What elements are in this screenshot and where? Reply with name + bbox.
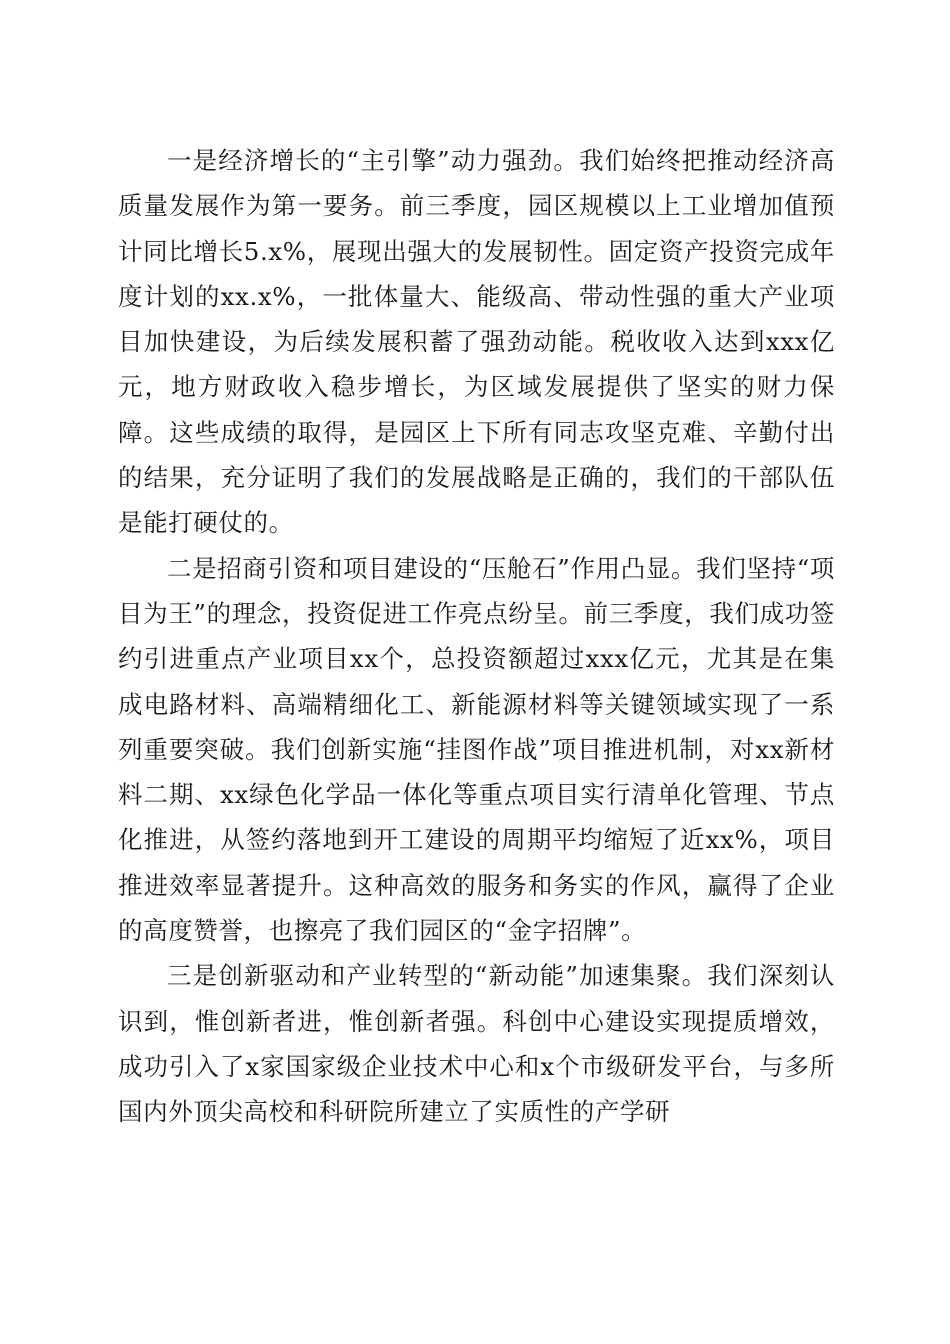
paragraph-1-lead: 一是经济增长的“主引擎”动力强劲。 bbox=[167, 146, 580, 175]
document-page bbox=[118, 138, 835, 1135]
paragraph-2 bbox=[118, 546, 835, 954]
paragraph-3 bbox=[118, 953, 835, 1134]
paragraph-2-body: 我们坚持“项目为王”的理念，投资促进工作亮点纷呈。前三季度，我们成功签约引进重点产业项目xx个，总投资额超过xxx亿元，尤其是在集成电路材料、高端精细化工、新能源材料等关键领域实现了一系列重要突破。我们创新实施“挂图作战”项目推进机制，对xx新材料二期、xx绿色化学品一体化等重点项目实行清单化管理、节点化推进，从签约落地到开工建设的周期平均缩短了近xx%，项目推进效率显著提升。这种高效的服务和务实的作风，赢得了企业的高度赞誉，也擦亮了我们园区的“金字招牌”。 bbox=[118, 553, 836, 946]
paragraph-1-body: 我们始终把推动经济高质量发展作为第一要务。前三季度，园区规模以上工业增加值预计同比增长5.x%，展现出强大的发展韧性。固定资产投资完成年度计划的xx.x%，一批体量大、能级高、带动性强的重大产业项目加快建设，为后续发展积蓄了强劲动能。税收收入达到xxx亿元，地方财政收入稳步增长，为区域发展提供了坚实的财力保障。这些成绩的取得，是园区上下所有同志攻坚克难、辛勤付出的结果，充分证明了我们的发展战略是正确的，我们的干部队伍是能打硬仗的。 bbox=[118, 146, 836, 538]
paragraph-1 bbox=[118, 138, 835, 546]
paragraph-3-body: 我们深刻认识到，惟创新者进，惟创新者强。科创中心建设实现提质增效，成功引入了x家国家级企业技术中心和x个市级研发平台，与多所国内外顶尖高校和科研院所建立了实质性的产学研 bbox=[118, 961, 836, 1127]
paragraph-3-lead: 三是创新驱动和产业转型的“新动能”加速集聚。 bbox=[167, 961, 708, 991]
paragraph-2-lead: 二是招商引资和项目建设的“压舱石”作用凸显。 bbox=[167, 553, 697, 583]
